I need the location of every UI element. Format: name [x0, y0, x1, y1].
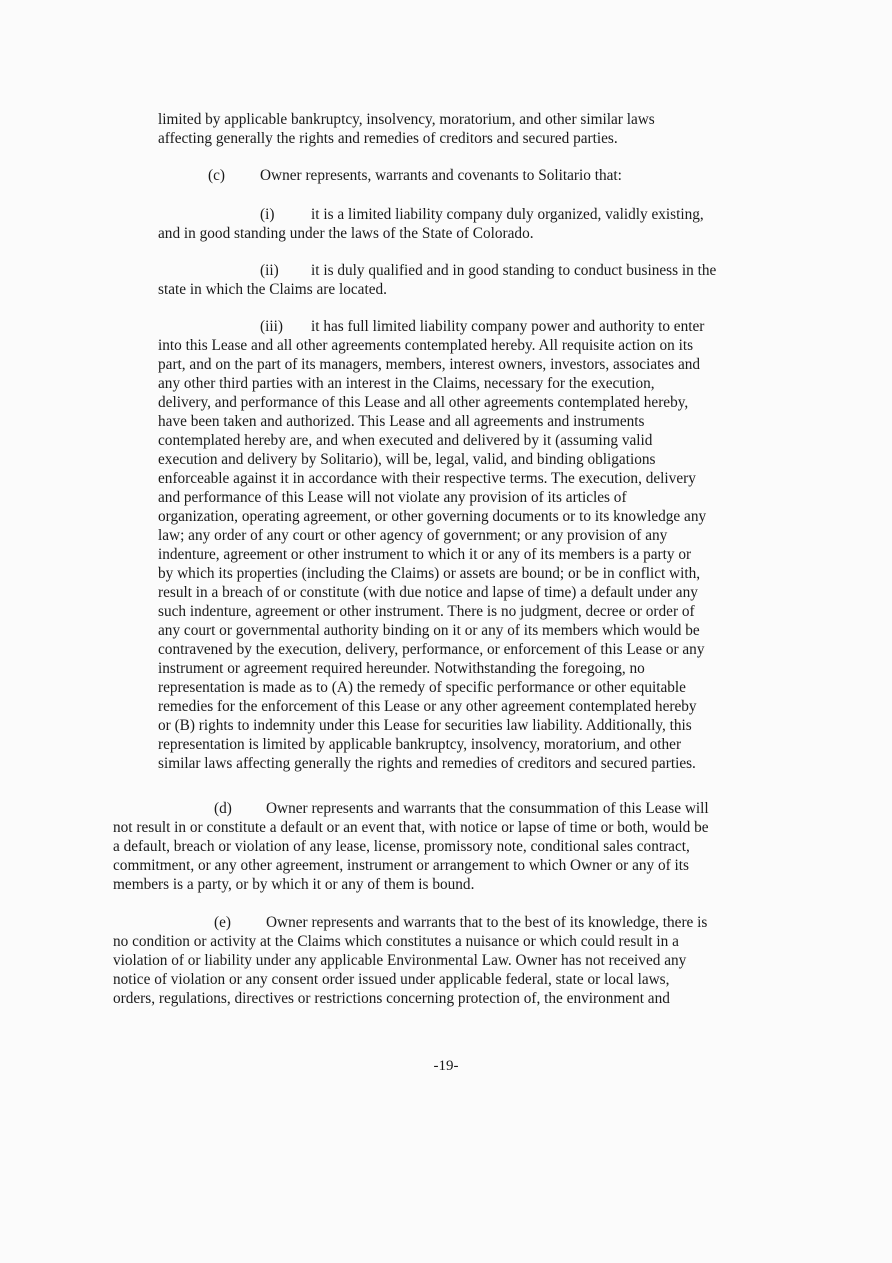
- clause-c-i-line-1: it is a limited liability company duly organized, validly existing,: [311, 206, 704, 223]
- clause-c-iii-line-19: instrument or agreement required hereunder. Notwithstanding the foregoing, no: [158, 660, 645, 677]
- clause-c-iii-line-14: by which its properties (including the Claims) or assets are bound; or be in conflict with,: [158, 565, 701, 582]
- clause-c-iii-line-4: any other third parties with an interest in the Claims, necessary for the execution,: [158, 375, 655, 392]
- carry-line-1: limited by applicable bankruptcy, insolvency, moratorium, and other similar laws: [158, 111, 655, 128]
- clause-c-ii-line-1: it is duly qualified and in good standing to conduct business in the: [311, 262, 717, 279]
- clause-d-line-1: Owner represents and warrants that the consummation of this Lease will: [266, 800, 709, 817]
- clause-c-iii-line-1: it has full limited liability company power and authority to enter: [311, 318, 705, 335]
- clause-c-iii-line-23: representation is limited by applicable bankruptcy, insolvency, moratorium, and other: [158, 736, 682, 753]
- clause-e-line-4: notice of violation or any consent order issued under applicable federal, state or local laws,: [113, 971, 670, 988]
- clause-c-iii-line-10: and performance of this Lease will not violate any provision of its articles of: [158, 489, 627, 506]
- clause-c-i-label: (i): [260, 206, 275, 223]
- clause-e-line-5: orders, regulations, directives or restrictions concerning protection of, the environment and: [113, 990, 670, 1007]
- clause-c-iii-line-16: such indenture, agreement or other instrument. There is no judgment, decree or order of: [158, 603, 695, 620]
- clause-c-iii-line-17: any court or governmental authority binding on it or any of its members which would be: [158, 622, 700, 639]
- clause-c-iii-line-18: contravened by the execution, delivery, performance, or enforcement of this Lease or any: [158, 641, 705, 658]
- clause-c-iii-line-22: or (B) rights to indemnity under this Lease for securities law liability. Additionally, this: [158, 717, 692, 734]
- clause-c-iii-line-6: have been taken and authorized. This Lease and all agreements and instruments: [158, 413, 645, 430]
- clause-d-line-4: commitment, or any other agreement, instrument or arrangement to which Owner or any of its: [113, 857, 690, 874]
- clause-e-line-3: violation of or liability under any applicable Environmental Law. Owner has not received any: [113, 952, 687, 969]
- clause-c-iii-line-5: delivery, and performance of this Lease and all other agreements contemplated hereby,: [158, 394, 689, 411]
- clause-c-iii-line-2: into this Lease and all other agreements contemplated hereby. All requisite action on its: [158, 337, 694, 354]
- clause-d-line-3: a default, breach or violation of any lease, license, promissory note, conditional sales contract,: [113, 838, 690, 855]
- clause-e-line-2: no condition or activity at the Claims which constitutes a nuisance or which could result in a: [113, 933, 679, 950]
- clause-c-iii-line-24: similar laws affecting generally the rights and remedies of creditors and secured parties.: [158, 755, 696, 772]
- clause-d-label: (d): [214, 800, 232, 817]
- page-number: -19-: [433, 1058, 459, 1074]
- clause-d-line-5: members is a party, or by which it or any of them is bound.: [113, 876, 475, 893]
- clause-c-iii-line-3: part, and on the part of its managers, members, interest owners, investors, associates and: [158, 356, 701, 373]
- clause-c-iii-line-13: indenture, agreement or other instrument to which it or any of its members is a party or: [158, 546, 692, 563]
- carry-line-2: affecting generally the rights and remedies of creditors and secured parties.: [158, 130, 618, 147]
- clause-e-label: (e): [214, 914, 231, 931]
- clause-c-label: (c): [208, 167, 225, 184]
- clause-c-ii-line-2: state in which the Claims are located.: [158, 281, 387, 298]
- clause-c-iii-line-9: enforceable against it in accordance with their respective terms. The execution, delivery: [158, 470, 696, 487]
- clause-c-i-line-2: and in good standing under the laws of the State of Colorado.: [158, 225, 534, 242]
- clause-c-iii-line-20: representation is made as to (A) the remedy of specific performance or other equitable: [158, 679, 686, 696]
- clause-d-line-2: not result in or constitute a default or an event that, with notice or lapse of time or both, would be: [113, 819, 709, 836]
- clause-c-iii-line-11: organization, operating agreement, or other governing documents or to its knowledge any: [158, 508, 707, 525]
- clause-c-iii-line-21: remedies for the enforcement of this Lease or any other agreement contemplated hereby: [158, 698, 697, 715]
- clause-c-iii-line-12: law; any order of any court or other agency of government; or any provision of any: [158, 527, 668, 544]
- clause-c-iii-line-8: execution and delivery by Solitario), will be, legal, valid, and binding obligations: [158, 451, 656, 468]
- clause-c-text: Owner represents, warrants and covenants to Solitario that:: [260, 167, 622, 184]
- clause-c-ii-label: (ii): [260, 262, 279, 279]
- clause-c-iii-label: (iii): [260, 318, 283, 335]
- clause-c-iii-line-7: contemplated hereby are, and when executed and delivered by it (assuming valid: [158, 432, 653, 449]
- clause-c-iii-line-15: result in a breach of or constitute (with due notice and lapse of time) a default under any: [158, 584, 698, 601]
- clause-e-line-1: Owner represents and warrants that to the best of its knowledge, there is: [266, 914, 708, 931]
